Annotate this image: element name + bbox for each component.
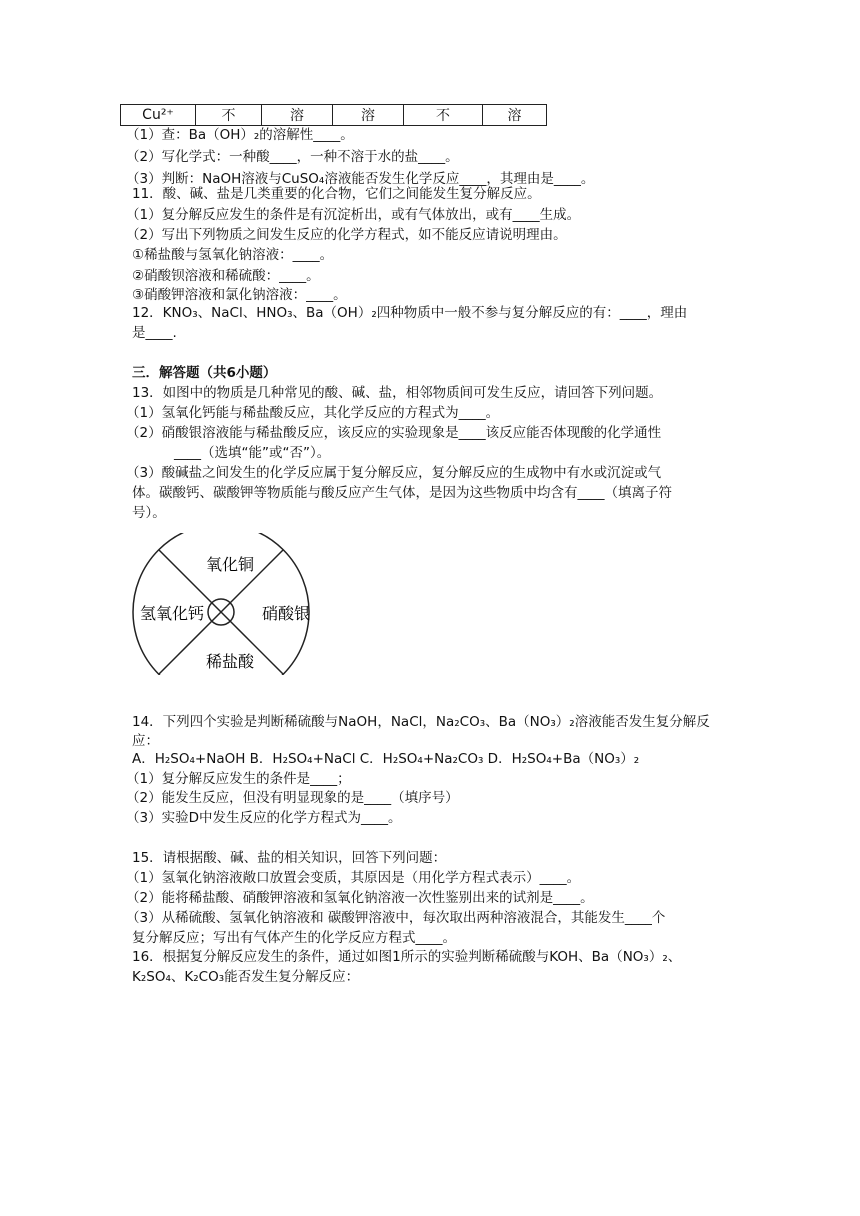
q15-part3: （3）从稀硫酸、氢氧化钠溶液和 碳酸钾溶液中，每次取出两种溶液混合，其能发生____个	[126, 910, 666, 926]
q15-stem: 15．请根据酸、碱、盐的相关知识，回答下列问题：	[132, 850, 447, 866]
q13-stem: 13．如图中的物质是几种常见的酸、碱、盐，相邻物质间可发生反应，请回答下列问题。	[132, 385, 663, 401]
table-cell: 溶	[262, 105, 333, 126]
q13-part3: （3）酸碱盐之间发生的化学反应属于复分解反应，复分解反应的生成物中有水或沉淀或气	[126, 465, 662, 481]
q11-stem: 11．酸、碱、盐是几类重要的化合物，它们之间能发生复分解反应。	[132, 186, 541, 202]
q16-stem: 16．根据复分解反应发生的条件，通过如图1所示的实验判断稀硫酸与KOH、Ba（NO₃）₂、	[132, 949, 682, 965]
q14-part1: （1）复分解反应发生的条件是____；	[126, 771, 351, 787]
q16-stem-continued: K₂SO₄、K₂CO₃能否发生复分解反应：	[132, 969, 360, 985]
ion-cell: Cu²⁺	[121, 105, 196, 126]
q11-item1: ①稀盐酸与氢氧化钠溶液：____。	[132, 247, 334, 263]
q15-part2: （2）能将稀盐酸、硝酸钾溶液和氢氧化钠溶液一次性鉴别出来的试剂是____。	[126, 890, 594, 906]
q11-part1: （1）复分解反应发生的条件是有沉淀析出，或有气体放出，或有____生成。	[126, 207, 581, 223]
table-cell: 溶	[333, 105, 404, 126]
q13-part3-end: 号）。	[132, 505, 166, 521]
q11-item2: ②硝酸钡溶液和稀硫酸：____。	[132, 268, 320, 284]
q11-part2: （2）写出下列物质之间发生反应的化学方程式，如不能反应请说明理由。	[126, 227, 567, 243]
table-cell: 不	[196, 105, 262, 126]
q15-part3-continued: 复分解反应；写出有气体产生的化学反应方程式____。	[132, 930, 456, 946]
q10-part3: （3）判断：NaOH溶液与CuSO₄溶液能否发生化学反应____，其理由是____。	[126, 171, 595, 187]
q12-stem: 12．KNO₃、NaCl、HNO₃、Ba（OH）₂四种物质中一般不参与复分解反应的有：____，理由	[132, 305, 688, 321]
diagram-label-top: 氧化铜	[205, 555, 255, 574]
table-cell: 不	[404, 105, 483, 126]
q14-stem-continued: 应：	[132, 733, 159, 749]
table-row	[121, 105, 547, 126]
q12-continued: 是____.	[132, 325, 177, 341]
diagram-label-right: 硝酸银	[261, 604, 311, 623]
q15-part1: （1）氢氧化钠溶液敞口放置会变质，其原因是（用化学方程式表示）____。	[126, 870, 581, 886]
q14-options: A．H₂SO₄+NaOH B．H₂SO₄+NaCl C．H₂SO₄+Na₂CO₃ D．H₂SO₄+Ba（NO₃）₂	[132, 751, 640, 767]
q13-part1: （1）氢氧化钙能与稀盐酸反应，其化学反应的方程式为____。	[126, 405, 500, 421]
solubility-table-row	[120, 104, 547, 126]
q13-part2: （2）硝酸银溶液能与稀盐酸反应，该反应的实验现象是____该反应能否体现酸的化学通性	[126, 425, 662, 441]
diagram-label-left: 氢氧化钙	[139, 604, 205, 623]
q14-part2: （2）能发生反应，但没有明显现象的是____（填序号）	[126, 790, 459, 806]
section-title: 三．解答题（共6小题）	[132, 365, 277, 381]
reaction-circle-diagram	[132, 533, 312, 675]
q13-part3-continued: 体。碳酸钙、碳酸钾等物质能与酸反应产生气体，是因为这些物质中均含有____（填离子符	[132, 485, 672, 501]
q11-item3: ③硝酸钾溶液和氯化钠溶液：____。	[132, 287, 347, 303]
q14-part3: （3）实验D中发生反应的化学方程式为____。	[126, 810, 402, 826]
diagram-label-bottom: 稀盐酸	[205, 652, 255, 671]
q10-part2: （2）写化学式：一种酸____，一种不溶于水的盐____。	[126, 149, 459, 165]
q10-part1: （1）查：Ba（OH）₂的溶解性____。	[126, 127, 354, 143]
q14-stem: 14．下列四个实验是判断稀硫酸与NaOH，NaCl，Na₂CO₃、Ba（NO₃）₂溶液能否发生复分解反	[132, 714, 710, 730]
q13-part2-continued: ____（选填“能”或“否”）。	[174, 445, 331, 461]
table-cell: 溶	[483, 105, 547, 126]
